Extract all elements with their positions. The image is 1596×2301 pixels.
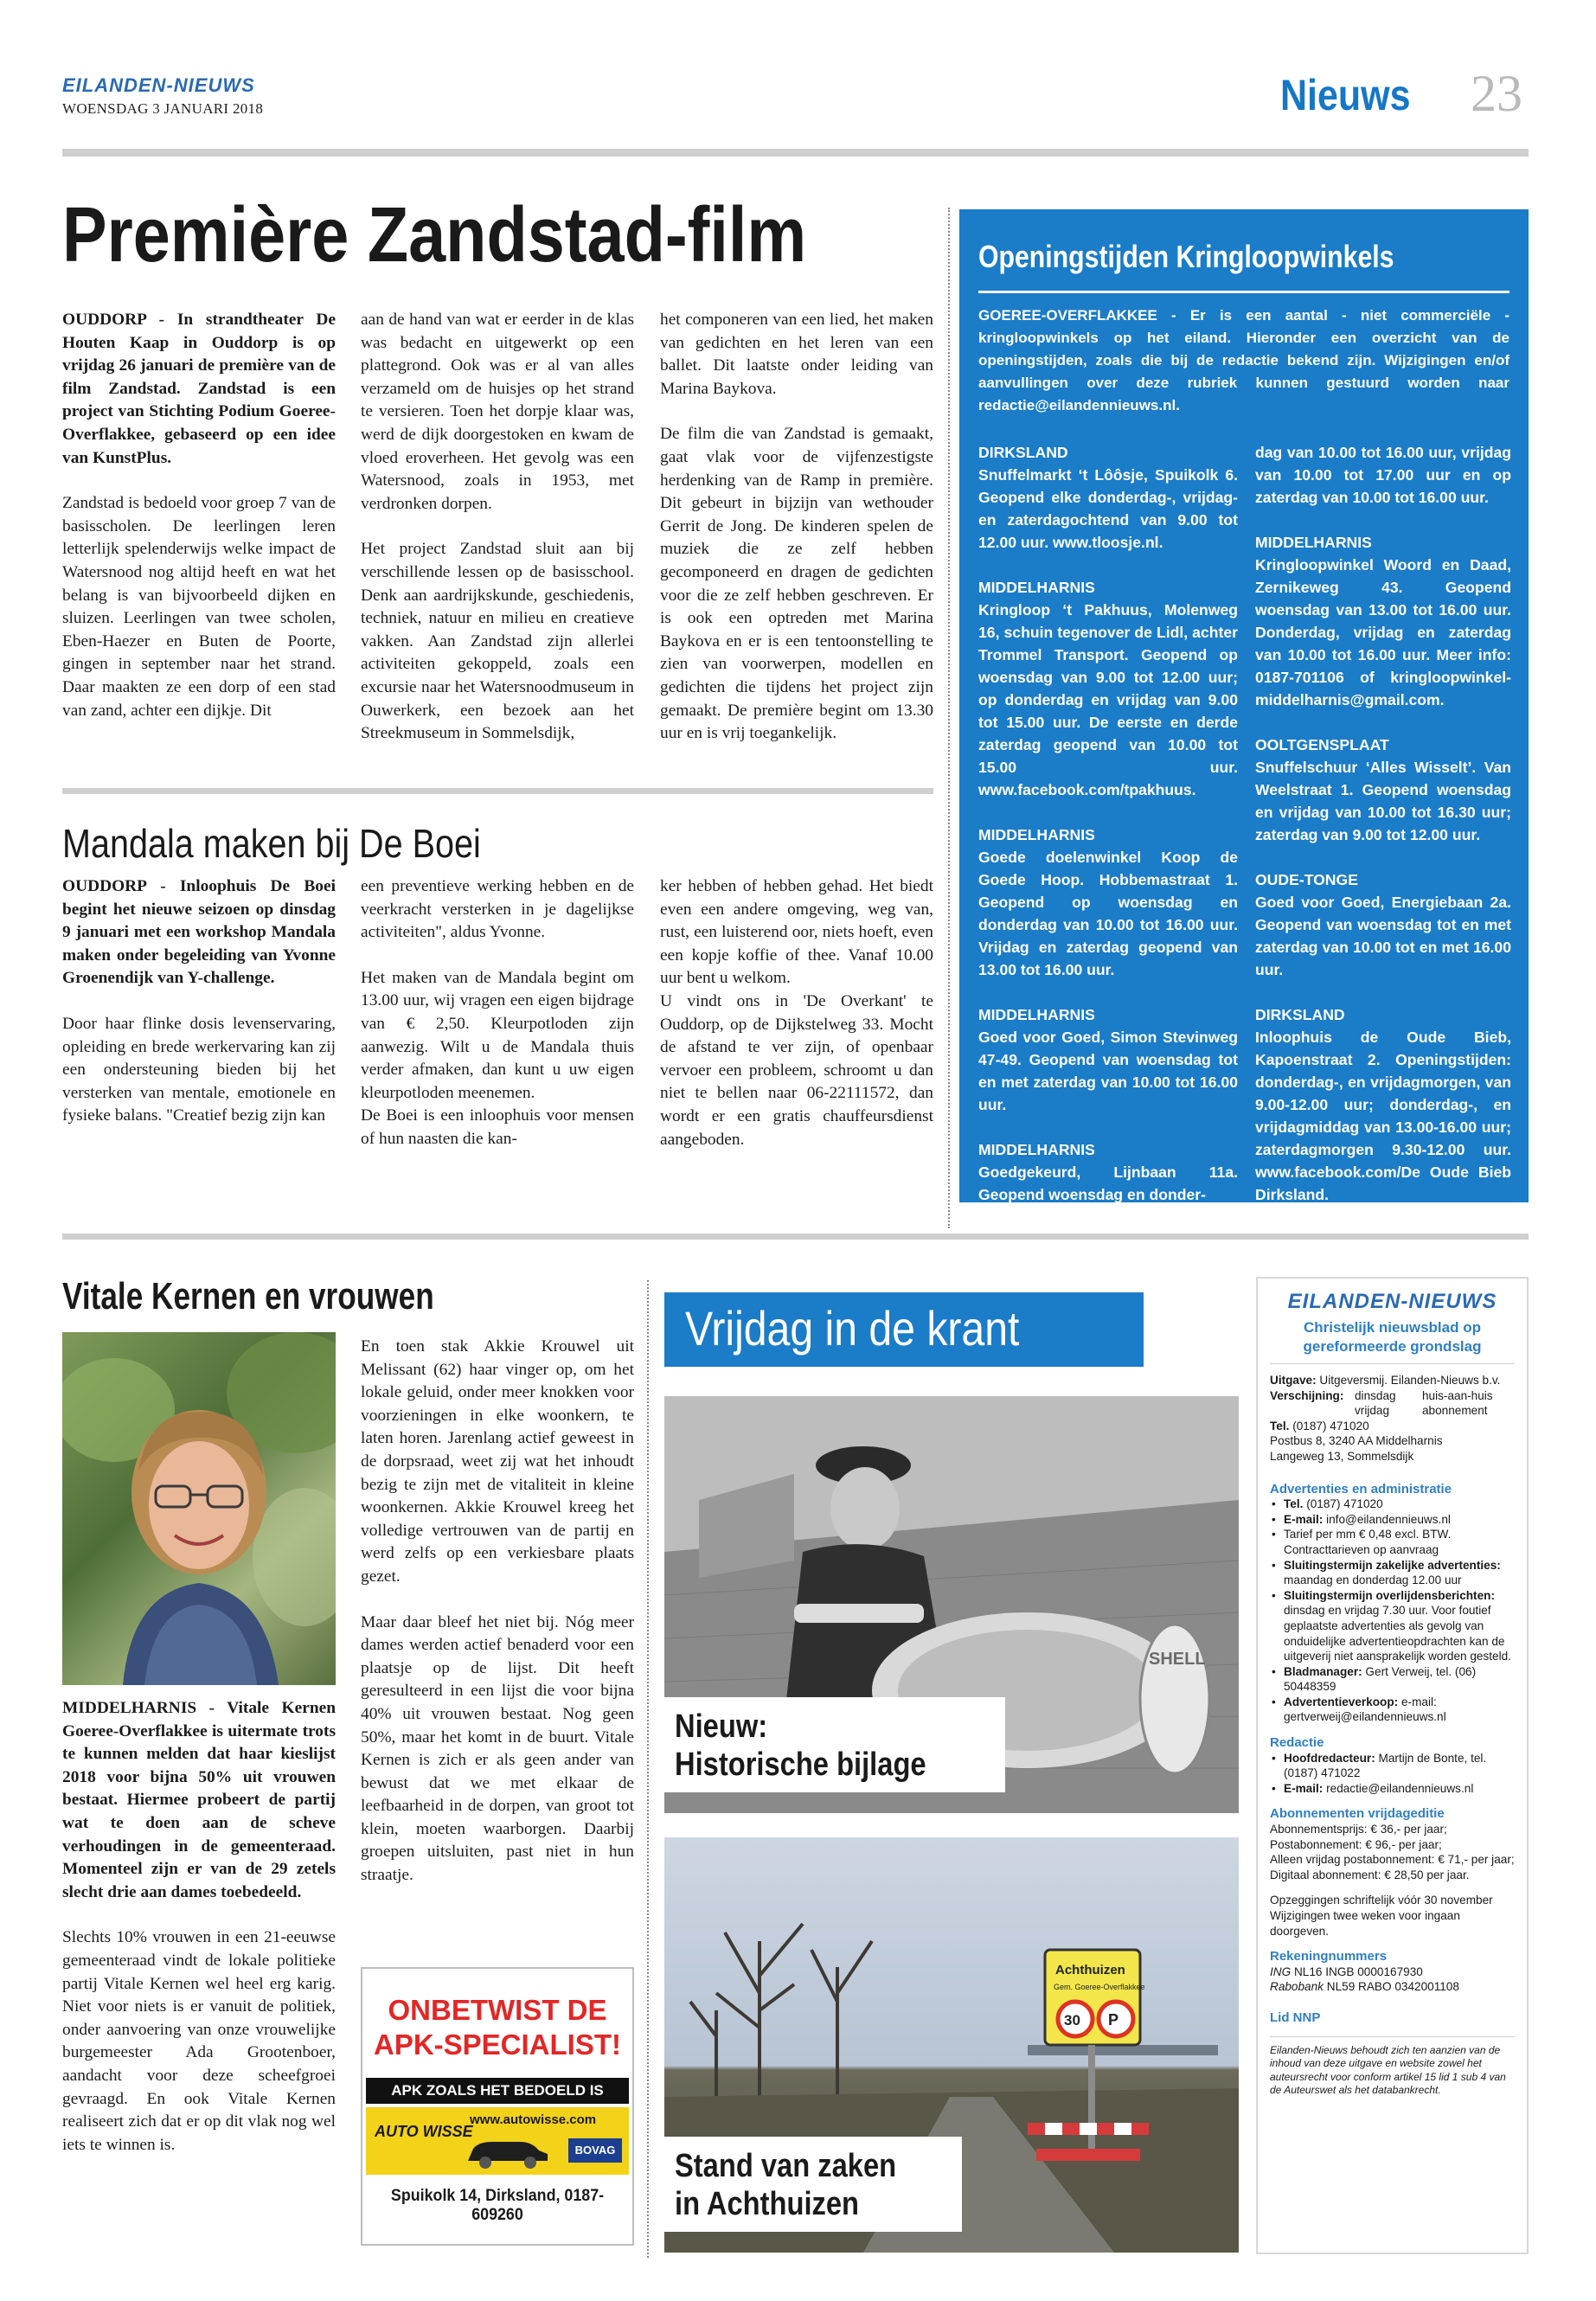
colophon-postbox: Postbus 8, 3240 AA Middelharnis [1270, 1434, 1443, 1448]
page-number: 23 [1471, 65, 1522, 122]
article-paragraph: Maar daar bleef het niet bij. Nóg meer dames werden actief benaderd voor een plaatsje op de lijst. Dit heeft geresulteerd in een lijst die voor bijna 40% uit vrouwen bestaat. Nog geen 50%, maar het komt in de buurt. Vitale Kernen is zich er als geen ander van bewust dat we met elkaar de leefbaarheid in de dorpen, van groot tot klein, moeten waarborgen. Daarbij groepen uitsluiten, past niet in hun straatje. [361, 1612, 634, 1885]
shop-place: MIDDELHARNIS [978, 579, 1095, 596]
colophon-list [1270, 1751, 1515, 1797]
shop-details: Snuffelschuur ‘Alles Wisselt’. Van Weelstraat 1. Geopend woensdag en vrijdag van 10.00 tot 16.30 uur; zaterdag van 9.00 tot 12.00 uur. [1255, 759, 1511, 843]
portrait-illustration [62, 1332, 336, 1685]
section-title: Nieuws [1280, 71, 1411, 119]
article-paragraph: De Boei is een inloophuis voor mensen of hun naasten die kan- [361, 1106, 634, 1148]
portrait-photo [62, 1332, 336, 1685]
colophon-rights: Eilanden-Nieuws behoudt zich ten aanzien van de inhoud van deze uitgave en website zowel het auteursrecht voor conform artikel 15 lid 1 sub 4 van de Auteurswet als het databankrecht. [1270, 2043, 1506, 2097]
article-lead: MIDDELHARNIS - Vitale Kernen Goeree-Overflakkee is uitermate trots te kunnen melden dat haar kieslijst 2018 voor bijna 50% uit vrouwen bestaat. Hiermee probeert de partij wat te doen aan de scheve verhoudingen in de gemeenteraad. Momenteel zijn er van de 29 zetels slecht drie aan dames toebedeeld. [62, 1699, 336, 1901]
box-title-rule [978, 291, 1509, 293]
shop-entry [978, 1138, 1238, 1206]
colophon-phone [1270, 1419, 1515, 1434]
promo-tag [664, 1697, 1005, 1792]
apk-advertisement[interactable] [361, 1967, 634, 2246]
promo-title: Vrijdag in de krant [685, 1301, 1020, 1356]
ad-headline [362, 1993, 632, 2062]
shop-entry [978, 441, 1238, 554]
colophon-item: • Tel. (0187) 471020 [1270, 1497, 1515, 1512]
colophon-address: Langeweg 13, Sommelsdijk [1270, 1449, 1414, 1463]
value: Uitgeversmij. Eilanden-Nieuws b.v. [1319, 1374, 1501, 1387]
box-left-column [978, 441, 1238, 1228]
barrel-text: SHELL [1149, 1650, 1206, 1669]
shop-details: Goedgekeurd, Lijnbaan 11a. Geopend woensdag en donder- [978, 1163, 1238, 1203]
shop-place: MIDDELHARNIS [978, 1141, 1095, 1158]
colophon-line: Digitaal abonnement: € 28,50 per jaar. [1270, 1868, 1470, 1881]
colophon-line: Rabobank NL59 RABO 0342001108 [1270, 1980, 1459, 1994]
shop-details: Kringloop ‘t Pakhuus, Molenweg 16, schuin tegenover de Lidl, achter Trommel Transport. Geopend op woensdag van 9.00 tot 12.00 uur; op donderdag en vrijdag van 9.00 tot 15.00 uur. De eerste en derde zaterdag geopend van 10.00 tot 15.00 uur. www.facebook.com/tpakhuus. [978, 601, 1238, 798]
shop-entry [1255, 531, 1511, 711]
section-divider [62, 788, 933, 794]
box-right-column [1255, 441, 1511, 1228]
colophon-heading: Rekeningnummers [1270, 1949, 1388, 1965]
colophon-item[interactable]: • Advertentieverkoop: e-mail: gertverweij@eilandennieuws.nl [1270, 1695, 1515, 1725]
colophon-item: • Sluitingstermijn zakelijke advertenties: maandag en donderdag 12.00 uur [1270, 1558, 1515, 1588]
colophon-line: Postabonnement: € 96,- per jaar; [1270, 1837, 1442, 1851]
article-paragraph: ker hebben of hebben gehad. Het biedt even een andere omgeving, weg van, rust, een luisterend oor, niets hoeft, even een kopje koffie of thee. Vanaf 10.00 uur bent u welkom. [660, 877, 933, 988]
shop-place: MIDDELHARNIS [1255, 534, 1372, 551]
issue-date: WOENSDAG 3 JANUARI 2018 [62, 100, 264, 117]
article-column [62, 875, 336, 1128]
value: vrijdag [1355, 1404, 1390, 1418]
colophon-heading: Advertenties en administratie [1270, 1481, 1452, 1497]
colophon-tagline-line: Christelijk nieuwsblad op [1304, 1319, 1481, 1336]
promo-tag-line: Stand van zaken [675, 2148, 897, 2184]
label: Verschijning: [1270, 1388, 1344, 1402]
colophon-item: • Hoofdredacteur: Martijn de Bonte, tel. (0187) 471022 [1270, 1751, 1515, 1781]
colophon-line: Abonnementsprijs: € 36,- per jaar; [1270, 1823, 1447, 1836]
promo-tag-line: in Achthuizen [675, 2186, 860, 2222]
auto-wisse-logo: AUTO WISSE [375, 2123, 473, 2140]
article-paragraph: Het maken van de Mandala begint om 13.00 uur, wij vragen een eigen bijdrage van € 2,50. Kleurpotloden zijn aanwezig. Wilt u de Mandala thuis verder afmaken, dan kunt u uw eigen kleurpotloden meenemen. [361, 968, 634, 1102]
article-paragraph: Door haar flinke dosis levenservaring, opleiding en brede werkervaring kan zij een ondersteuning bieden bij het versterken van mentale, emotionele en fysieke balans. "Creatief bezig zijn kan [62, 1014, 336, 1125]
article-paragraph: aan de hand van wat er eerder in de klas was bedacht en uitgewerkt op een plattegrond. Ook was er al van alles verzameld om de huisjes op het strand te versieren. Toen het dorpje klaar was, werd de dijk doorgestoken en kwam de vloed eroverheen. Het gevolg was een Watersnood, zoals in 1953, met verdronken dorpen. [361, 311, 634, 513]
article-column [361, 1336, 634, 1888]
article-title: Mandala maken bij De Boei [62, 821, 481, 866]
article-column [62, 309, 336, 722]
colophon-box [1256, 1277, 1529, 2254]
box-title: Openingstijden Kringloopwinkels [978, 239, 1394, 274]
shop-details: Goed voor Goed, Energiebaan 2a. Geopend van woensdag tot en met zaterdag van 10.00 tot en met 16.00 uur. [1255, 894, 1511, 978]
label: Tel. [1270, 1419, 1290, 1433]
shop-entry-continued: dag van 10.00 tot 16.00 uur, vrijdag van 10.00 tot 17.00 uur en op zaterdag van 10.00 tot 16.00 uur. [1255, 444, 1511, 506]
article-paragraph: Zandstad is bedoeld voor groep 7 van de basisscholen. De leerlingen leren letterlijk spelenderwijs welke impact de Watersnood nog altijd heeft en wat het belang is van bijvoorbeeld dijken en sluizen. Leerlingen van twee scholen, Eben-Haezer en Buten de Poorte, gingen in september naar het strand. Daar maakten ze een dorp of een stad van zand, achter een dijkje. Dit [62, 494, 336, 720]
ad-headline-line: APK-SPECIALIST! [373, 2029, 621, 2061]
shop-details: Inloophuis de Oude Bieb, Kapoenstraat 2. Openingstijden: donderdag-, en vrijdagmorgen, van 9.00-12.00 uur; donderdag-, en vrijdagmiddag van 13.00-16.00 uur; zaterdagmorgen 9.30-12.00 uur. www.facebook.com/De Oude Bieb Dirksland. [1255, 1029, 1511, 1203]
speed-limit: 30 [1064, 2012, 1080, 2029]
article-column [660, 875, 933, 1151]
shop-details: Goed voor Goed, Simon Stevinweg 47-49. Geopend van woensdag tot en met zaterdag van 10.00 tot 16.00 uur. [978, 1029, 1238, 1113]
shop-entry [1255, 734, 1511, 846]
article-column [660, 309, 933, 746]
shop-entry [978, 576, 1238, 801]
car-icon [463, 2137, 553, 2174]
openingstijden-box [959, 209, 1529, 1202]
shop-place: DIRKSLAND [978, 444, 1068, 461]
article-lead: OUDDORP - Inloophuis De Boei begint het nieuwe seizoen op dinsdag 9 januari met een workshop Mandala maken onder begeleiding van Yvonne Groenendijk van Y-challenge. [62, 877, 336, 988]
promo-tag-line: Nieuw: [675, 1708, 768, 1745]
colophon-tagline [1270, 1318, 1515, 1356]
article-paragraph: een preventieve werking hebben en de veerkracht versterken in je dagelijkse activiteiten", aldus Yvonne. [361, 877, 634, 942]
article-paragraph: Het project Zandstad sluit aan bij verschillende lessen op de basisschool. Denk aan aardrijkskunde, geschiedenis, techniek, natuur en milieu en creatieve vakken. Aan Zandstad zijn allerlei activiteiten gekoppeld, zoals een excursie naar het Watersnoodmuseum in Ouwerkerk, een bezoek aan het Streekmuseum in Sommelsdijk, [361, 540, 634, 743]
shop-entry [1255, 868, 1511, 981]
ad-address: Spuikolk 14, Dirksland, 0187-609260 [390, 2187, 605, 2224]
shop-details: Snuffelmarkt ‘t Lôôsje, Spuikolk 6. Geopend elke donderdag-, vrijdag- en zaterdagochtend van 9.00 tot 12.00 uur. www.tloosje.nl. [978, 466, 1238, 551]
colophon-line: Opzeggingen schriftelijk vóór 30 november [1270, 1894, 1493, 1907]
sign-subtitle: Gem. Goeree-Overflakkee [1054, 1983, 1145, 1991]
colophon-tagline-line: gereformeerde grondslag [1303, 1338, 1482, 1355]
colophon-heading: Lid NNP [1270, 2009, 1321, 2025]
article-paragraph: Slechts 10% vrouwen in een 21-eeuwse gemeenteraad vindt de lokale politieke partij Vitale Kernen wel heel erg karig. Niet voor niets is er vanuit de politiek, onder aanvoering van onze vrouwelijke burgemeester Ada Grootenboer, aandacht voor deze scheefgroei gevraagd. En ook Vitale Kernen realiseert zich dat er op dit vlak nog wel iets te winnen is. [62, 1928, 336, 2154]
shop-place: MIDDELHARNIS [978, 826, 1095, 843]
article-paragraph: U vindt ons in 'De Overkant' te Ouddorp, op de Dijkstelweg 33. Mocht de afstand te ver zijn, of openbaar vervoer een probleem, schroomt u dan niet te bellen naar 06-22111572, dan wordt er een gratis chauffeursdienst aangeboden. [660, 991, 933, 1149]
shop-entry [1255, 1003, 1511, 1206]
colophon-brand: EILANDEN-NIEUWS [1287, 1290, 1497, 1313]
sign-name: Achthuizen [1055, 1963, 1125, 1977]
promo-tag [664, 2137, 962, 2232]
colophon-heading: Redactie [1270, 1735, 1324, 1751]
article-lead: OUDDORP - In strandtheater De Houten Kaap in Ouddorp is op vrijdag 26 januari de première van de film Zandstad. Zandstad is een project van Stichting Podium Goeree-Overflakkee, gebaseerd op een idee van KunstPlus. [62, 311, 336, 467]
article-paragraph: De film die van Zandstad is gemaakt, gaat vlak voor de vijfenzestigste herdenking van de Ramp in première. Dit gebeurt in bijzijn van wethouder Gerrit de Jong. De kinderen spelen de muziek die ze zelf hebben gecomponeerd en dragen de gedichten voor die ze zelf hebben geschreven. Er is ook een optreden met Marina Baykova en er is een tentoonstelling te zien van voorwerpen, modellen en gedichten die tijdens het project zijn gemaakt. De première begint om 13.30 uur en is vrij toegankelijk. [660, 425, 933, 743]
article-title: Première Zandstad-film [62, 192, 807, 279]
svg-text:P: P [1108, 2011, 1119, 2029]
colophon-publisher [1270, 1373, 1515, 1388]
label: Uitgave: [1270, 1374, 1317, 1387]
article-title: Vitale Kernen en vrouwen [62, 1275, 434, 1317]
article-paragraph: het componeren van een lied, het maken van gedichten en het leren van een ballet. Dit laatste onder leiding van Marina Baykova. [660, 311, 933, 398]
shop-place: OUDE-TONGE [1255, 871, 1358, 888]
colophon-item[interactable]: • E-mail: info@eilandennieuws.nl [1270, 1512, 1515, 1528]
article-column [361, 875, 634, 1151]
article-column [62, 1697, 336, 2157]
ad-logo-bar [366, 2107, 629, 2175]
colophon-rule [1270, 2036, 1515, 2037]
shop-details: Kringloopwinkel Woord en Daad, Zernikeweg 43. Geopend woensdag van 13.00 tot 16.00 uur. Donderdag, vrijdag en zaterdag van 10.00 tot 16.00 uur. Meer info: 0187-701106 of kringloopwinkel-middelharnis@gmail.com. [1255, 556, 1511, 708]
article-paragraph: En toen stak Akkie Krouwel uit Melissant (62) haar vinger op, om het lokale geluid, onder meer knokken voor voorzieningen in elke woonkern, te laten horen. Jarenlang actief geweest in de dorpsraad, weet zij wat het inhoudt bezig te zijn met de vitaliteit in kleine woonkernen. Akkie Krouwel kreeg het volledige vertrouwen van de partij en werd zelfs op een verkiesbare plaats gezet. [361, 1337, 634, 1586]
colophon-item: • Sluitingstermijn overlijdensberichten: dinsdag en vrijdag 7.30 uur. Voor foutief geplaatste advertenties als gevolg van onduidelijke advertentieopdrachten kan de uitgeverij niet aansprakelijk worden gesteld. [1270, 1588, 1515, 1664]
column-separator [948, 208, 950, 1228]
ad-website[interactable]: www.autowisse.com [470, 2112, 597, 2127]
promo-tag-line: Historische bijlage [675, 1747, 926, 1783]
bovag-badge: BOVAG [568, 2138, 622, 2163]
box-intro: GOEREE-OVERFLAKKEE - Er is een aantal - niet commerciële - kringloopwinkels op het eiland. Hieronder een overzicht van de openingstijden, zoals die bij de redactie bekend zijn. Wijzigingen en/of aanvullingen over deze rubriek kunnen gestuurd worden naar redactie@eilandennieuws.nl. [978, 307, 1509, 413]
colophon-item[interactable]: • E-mail: redactie@eilandennieuws.nl [1270, 1781, 1515, 1797]
shop-entry [978, 1003, 1238, 1116]
shop-place: DIRKSLAND [1255, 1006, 1345, 1023]
header-rule [62, 149, 1529, 157]
colophon-line: Wijzigingen twee weken voor ingaan doorgeven. [1270, 1909, 1460, 1938]
promo-title-box [664, 1292, 1144, 1367]
shop-entry [978, 824, 1238, 981]
colophon-line: ING NL16 INGB 0000167930 [1270, 1965, 1423, 1978]
colophon-frequency [1270, 1388, 1515, 1419]
article-column [361, 309, 634, 746]
section-divider [62, 1234, 1529, 1240]
colophon-list [1270, 1497, 1515, 1725]
colophon-heading: Abonnementen vrijdageditie [1270, 1806, 1445, 1822]
colophon-divider [1270, 1363, 1515, 1364]
colophon-item: • Bladmanager: Gert Verweij, tel. (06) 50448359 [1270, 1664, 1515, 1695]
shop-details: Goede doelenwinkel Koop de Goede Hoop. Hobbemastraat 1. Geopend op woensdag en donderdag van 10.00 tot 16.00 uur. Vrijdag en zaterdag geopend van 13.00 tot 16.00 uur. [978, 849, 1238, 978]
value: dinsdag [1355, 1388, 1396, 1402]
shop-place: OOLTGENSPLAAT [1255, 736, 1389, 753]
ad-banner: APK ZOALS HET BEDOELD IS [366, 2078, 629, 2104]
masthead-logo: EILANDEN-NIEUWS [62, 74, 255, 96]
column-separator [647, 1280, 649, 2258]
value: (0187) 471020 [1292, 1419, 1369, 1433]
ad-headline-line: ONBETWIST DE [388, 1994, 607, 2026]
colophon-line: Alleen vrijdag postabonnement: € 71,- per jaar; [1270, 1853, 1515, 1867]
colophon-item: • Tarief per mm € 0,48 excl. BTW. Contracttarieven op aanvraag [1270, 1527, 1515, 1557]
shop-place: MIDDELHARNIS [978, 1006, 1095, 1023]
value: abonnement [1422, 1404, 1488, 1418]
value: huis-aan-huis [1422, 1388, 1493, 1402]
